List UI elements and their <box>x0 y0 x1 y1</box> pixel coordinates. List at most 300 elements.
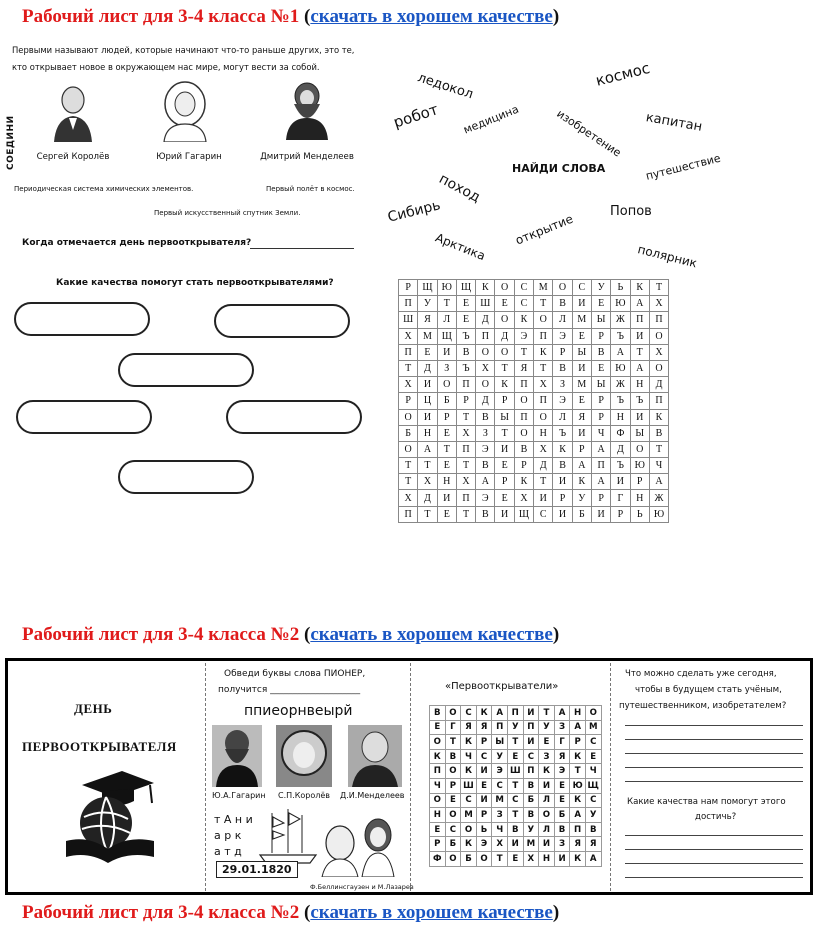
grid-cell[interactable]: Ж <box>611 377 630 393</box>
grid-cell[interactable]: У <box>539 720 555 735</box>
grid-cell[interactable]: Т <box>437 441 456 457</box>
grid-cell[interactable]: Р <box>591 490 610 506</box>
grid-cell[interactable]: Т <box>570 764 586 779</box>
grid-cell[interactable]: П <box>534 328 553 344</box>
grid-cell[interactable]: Х <box>534 377 553 393</box>
grid-cell[interactable]: А <box>572 458 591 474</box>
grid-cell[interactable]: Р <box>553 490 572 506</box>
grid-cell[interactable]: У <box>585 808 601 823</box>
grid-cell[interactable]: О <box>534 409 553 425</box>
grid-cell[interactable]: О <box>495 312 514 328</box>
grid-cell[interactable]: С <box>461 706 477 721</box>
grid-cell[interactable]: Р <box>495 474 514 490</box>
grid-cell[interactable]: К <box>630 280 649 296</box>
grid-cell[interactable]: К <box>514 312 533 328</box>
grid-cell[interactable]: П <box>456 377 475 393</box>
answer-line[interactable] <box>625 725 803 726</box>
grid-cell[interactable]: П <box>399 506 418 522</box>
grid-cell[interactable]: Т <box>456 458 475 474</box>
grid-cell[interactable]: Ч <box>591 425 610 441</box>
grid-cell[interactable]: П <box>514 409 533 425</box>
grid-cell[interactable]: Д <box>476 312 495 328</box>
grid-cell[interactable]: Е <box>495 296 514 312</box>
grid-cell[interactable]: И <box>611 474 630 490</box>
grid-cell[interactable]: О <box>585 706 601 721</box>
grid-cell[interactable]: Р <box>591 409 610 425</box>
grid-cell[interactable]: П <box>456 490 475 506</box>
grid-cell[interactable]: П <box>570 822 586 837</box>
grid-cell[interactable]: Т <box>492 851 508 866</box>
grid-cell[interactable]: Е <box>430 720 446 735</box>
grid-cell[interactable]: К <box>539 764 555 779</box>
grid-cell[interactable]: Т <box>437 296 456 312</box>
grid-cell[interactable]: М <box>418 328 437 344</box>
grid-cell[interactable]: В <box>554 822 570 837</box>
grid-cell[interactable]: Р <box>591 393 610 409</box>
grid-cell[interactable]: Р <box>399 393 418 409</box>
grid-cell[interactable]: Т <box>649 441 668 457</box>
grid-cell[interactable]: И <box>418 377 437 393</box>
grid-cell[interactable]: С <box>492 778 508 793</box>
grid-cell[interactable]: У <box>523 822 539 837</box>
grid-cell[interactable]: Х <box>649 344 668 360</box>
grid-cell[interactable]: К <box>461 764 477 779</box>
grid-cell[interactable]: О <box>445 808 461 823</box>
grid-cell[interactable]: И <box>572 296 591 312</box>
answer-oval[interactable] <box>214 304 350 338</box>
grid-cell[interactable]: В <box>553 458 572 474</box>
grid-cell[interactable]: Ы <box>572 344 591 360</box>
grid-cell[interactable]: У <box>572 490 591 506</box>
grid-cell[interactable]: С <box>585 793 601 808</box>
grid-cell[interactable]: К <box>430 749 446 764</box>
grid-cell[interactable]: Н <box>418 425 437 441</box>
grid-cell[interactable]: Б <box>572 506 591 522</box>
grid-cell[interactable]: Б <box>554 808 570 823</box>
grid-cell[interactable]: И <box>630 328 649 344</box>
grid-cell[interactable]: Т <box>399 474 418 490</box>
grid-cell[interactable]: К <box>461 735 477 750</box>
grid-cell[interactable]: Т <box>507 735 523 750</box>
grid-cell[interactable]: Т <box>456 409 475 425</box>
grid-cell[interactable]: Р <box>591 328 610 344</box>
grid-cell[interactable]: Н <box>630 377 649 393</box>
grid-cell[interactable]: А <box>492 706 508 721</box>
grid-cell[interactable]: О <box>476 851 492 866</box>
grid-cell[interactable]: И <box>553 506 572 522</box>
grid-cell[interactable]: Х <box>514 490 533 506</box>
grid-cell[interactable]: Ы <box>591 312 610 328</box>
grid-cell[interactable]: Т <box>539 706 555 721</box>
grid-cell[interactable]: С <box>585 735 601 750</box>
grid-cell[interactable]: О <box>430 793 446 808</box>
grid-cell[interactable]: Р <box>399 280 418 296</box>
grid-cell[interactable]: С <box>476 749 492 764</box>
grid-cell[interactable]: А <box>476 474 495 490</box>
grid-cell[interactable]: В <box>514 441 533 457</box>
grid-cell[interactable]: Я <box>461 720 477 735</box>
grid-cell[interactable]: Ч <box>649 458 668 474</box>
grid-cell[interactable]: Т <box>399 458 418 474</box>
grid-cell[interactable]: З <box>539 749 555 764</box>
grid-cell[interactable]: Р <box>476 808 492 823</box>
grid-cell[interactable]: К <box>514 474 533 490</box>
grid-cell[interactable]: Э <box>492 764 508 779</box>
grid-cell[interactable]: П <box>591 458 610 474</box>
grid-cell[interactable]: П <box>476 328 495 344</box>
grid-cell[interactable]: Д <box>418 360 437 376</box>
grid-cell[interactable]: Ч <box>430 778 446 793</box>
grid-cell[interactable]: К <box>476 706 492 721</box>
grid-cell[interactable]: И <box>418 409 437 425</box>
grid-cell[interactable]: Н <box>534 425 553 441</box>
grid-cell[interactable]: Х <box>399 328 418 344</box>
grid-cell[interactable]: О <box>445 851 461 866</box>
grid-cell[interactable]: О <box>430 735 446 750</box>
grid-cell[interactable]: Т <box>507 808 523 823</box>
grid-cell[interactable]: Ч <box>492 822 508 837</box>
grid-cell[interactable]: И <box>539 778 555 793</box>
grid-cell[interactable]: И <box>630 409 649 425</box>
grid-cell[interactable]: В <box>476 458 495 474</box>
grid-cell[interactable]: У <box>591 280 610 296</box>
grid-cell[interactable]: Ъ <box>611 458 630 474</box>
grid-cell[interactable]: К <box>649 409 668 425</box>
answer-oval[interactable] <box>14 302 150 336</box>
grid-cell[interactable]: Я <box>570 837 586 852</box>
grid-cell[interactable]: В <box>445 749 461 764</box>
grid-cell[interactable]: Ч <box>461 749 477 764</box>
grid-cell[interactable]: А <box>570 720 586 735</box>
grid-cell[interactable]: С <box>507 793 523 808</box>
grid-cell[interactable]: Х <box>418 474 437 490</box>
grid-cell[interactable]: Х <box>456 474 475 490</box>
grid-cell[interactable]: П <box>399 344 418 360</box>
grid-cell[interactable]: Э <box>476 837 492 852</box>
answer-line[interactable] <box>625 753 803 754</box>
grid-cell[interactable]: Д <box>649 377 668 393</box>
grid-cell[interactable]: Щ <box>456 280 475 296</box>
grid-cell[interactable]: О <box>553 280 572 296</box>
grid-cell[interactable]: И <box>534 490 553 506</box>
grid-cell[interactable]: Т <box>418 458 437 474</box>
grid-cell[interactable]: П <box>456 441 475 457</box>
grid-cell[interactable]: Щ <box>437 328 456 344</box>
grid-cell[interactable]: М <box>585 720 601 735</box>
grid-cell[interactable]: С <box>514 296 533 312</box>
grid-cell[interactable]: Е <box>456 312 475 328</box>
grid-cell[interactable]: Е <box>495 490 514 506</box>
grid-cell[interactable]: В <box>523 778 539 793</box>
grid-cell[interactable]: В <box>591 344 610 360</box>
grid-cell[interactable]: Е <box>437 425 456 441</box>
grid-cell[interactable]: И <box>523 706 539 721</box>
grid-cell[interactable]: Е <box>572 328 591 344</box>
grid-cell[interactable]: О <box>495 280 514 296</box>
grid-cell[interactable]: Х <box>523 851 539 866</box>
grid-cell[interactable]: М <box>534 280 553 296</box>
grid-cell[interactable]: Ц <box>418 393 437 409</box>
answer-line[interactable] <box>625 739 803 740</box>
grid-cell[interactable]: О <box>476 377 495 393</box>
grid-cell[interactable]: Е <box>495 458 514 474</box>
grid-cell[interactable]: А <box>611 344 630 360</box>
grid-cell[interactable]: Щ <box>585 778 601 793</box>
grid-cell[interactable]: Е <box>437 506 456 522</box>
word-search-grid[interactable] <box>398 279 669 523</box>
answer-line[interactable] <box>625 781 803 782</box>
grid-cell[interactable]: Е <box>437 458 456 474</box>
grid-cell[interactable]: М <box>461 808 477 823</box>
grid-cell[interactable]: Т <box>630 344 649 360</box>
grid-cell[interactable]: Х <box>399 377 418 393</box>
grid-cell[interactable]: Г <box>445 720 461 735</box>
grid-cell[interactable]: О <box>461 822 477 837</box>
grid-cell[interactable]: О <box>445 706 461 721</box>
grid-cell[interactable]: Ю <box>611 296 630 312</box>
grid-cell[interactable]: Е <box>456 296 475 312</box>
grid-cell[interactable]: Х <box>399 490 418 506</box>
grid-cell[interactable]: И <box>572 360 591 376</box>
grid-cell[interactable]: О <box>534 312 553 328</box>
grid-cell[interactable]: Ы <box>591 377 610 393</box>
grid-cell[interactable]: Я <box>476 720 492 735</box>
grid-cell[interactable]: Щ <box>418 280 437 296</box>
grid-cell[interactable]: И <box>495 506 514 522</box>
grid-cell[interactable]: З <box>553 377 572 393</box>
grid-cell[interactable]: Е <box>539 735 555 750</box>
grid-cell[interactable]: И <box>476 793 492 808</box>
grid-cell[interactable]: Э <box>553 393 572 409</box>
grid-cell[interactable]: П <box>514 377 533 393</box>
grid-cell[interactable]: И <box>437 344 456 360</box>
grid-cell[interactable]: О <box>399 441 418 457</box>
grid-cell[interactable]: Ш <box>399 312 418 328</box>
grid-cell[interactable]: В <box>523 808 539 823</box>
grid-cell[interactable]: С <box>534 506 553 522</box>
grid-cell[interactable]: Н <box>630 490 649 506</box>
grid-cell[interactable]: Н <box>611 409 630 425</box>
grid-cell[interactable]: И <box>476 764 492 779</box>
grid-cell[interactable]: К <box>461 837 477 852</box>
grid-cell[interactable]: П <box>523 764 539 779</box>
grid-cell[interactable]: Н <box>570 706 586 721</box>
grid-cell[interactable]: О <box>514 393 533 409</box>
grid-cell[interactable]: О <box>649 360 668 376</box>
grid-cell[interactable]: Р <box>553 344 572 360</box>
grid-cell[interactable]: Л <box>539 822 555 837</box>
grid-cell[interactable]: Ш <box>476 296 495 312</box>
grid-cell[interactable]: С <box>514 280 533 296</box>
grid-cell[interactable]: Р <box>572 441 591 457</box>
grid-cell[interactable]: Т <box>507 778 523 793</box>
grid-cell[interactable]: О <box>495 344 514 360</box>
grid-cell[interactable]: Р <box>514 458 533 474</box>
grid-cell[interactable]: О <box>514 425 533 441</box>
grid-cell[interactable]: Д <box>611 441 630 457</box>
grid-cell[interactable]: В <box>476 506 495 522</box>
grid-cell[interactable]: Л <box>553 409 572 425</box>
grid-cell[interactable]: Ю <box>630 458 649 474</box>
grid-cell[interactable]: А <box>630 296 649 312</box>
grid-cell[interactable]: К <box>570 749 586 764</box>
grid-cell[interactable]: Т <box>514 344 533 360</box>
grid-cell[interactable]: З <box>492 808 508 823</box>
grid-cell[interactable]: Н <box>430 808 446 823</box>
grid-cell[interactable]: Д <box>476 393 495 409</box>
grid-cell[interactable]: Е <box>418 344 437 360</box>
grid-cell[interactable]: Ъ <box>456 328 475 344</box>
grid-cell[interactable]: З <box>476 425 495 441</box>
grid-cell[interactable]: Р <box>437 409 456 425</box>
grid-cell[interactable]: О <box>476 344 495 360</box>
grid-cell[interactable]: Ы <box>630 425 649 441</box>
grid-cell[interactable]: Ш <box>507 764 523 779</box>
grid-cell[interactable]: В <box>649 425 668 441</box>
grid-cell[interactable]: Р <box>630 474 649 490</box>
grid-cell[interactable]: Я <box>554 749 570 764</box>
grid-cell[interactable]: Ф <box>430 851 446 866</box>
grid-cell[interactable]: П <box>534 393 553 409</box>
grid-cell[interactable]: Ф <box>611 425 630 441</box>
grid-cell[interactable]: Л <box>553 312 572 328</box>
grid-cell[interactable]: П <box>649 393 668 409</box>
grid-cell[interactable]: К <box>572 474 591 490</box>
grid-cell[interactable]: Я <box>585 837 601 852</box>
grid-cell[interactable]: А <box>554 706 570 721</box>
grid-cell[interactable]: П <box>630 312 649 328</box>
grid-cell[interactable]: Ъ <box>611 328 630 344</box>
grid-cell[interactable]: И <box>554 851 570 866</box>
grid-cell[interactable]: Ы <box>495 409 514 425</box>
grid-cell[interactable]: А <box>418 441 437 457</box>
grid-cell[interactable]: П <box>649 312 668 328</box>
grid-cell[interactable]: Б <box>445 837 461 852</box>
grid-cell[interactable]: К <box>570 851 586 866</box>
grid-cell[interactable]: А <box>630 360 649 376</box>
answer-line[interactable] <box>625 767 803 768</box>
grid-cell[interactable]: В <box>507 822 523 837</box>
grid-cell[interactable]: Ю <box>649 506 668 522</box>
answer-oval[interactable] <box>118 353 254 387</box>
answer-oval[interactable] <box>226 400 362 434</box>
grid-cell[interactable]: З <box>437 360 456 376</box>
grid-cell[interactable]: М <box>523 837 539 852</box>
answer-line[interactable] <box>625 835 803 836</box>
answer-line[interactable] <box>625 863 803 864</box>
grid-cell[interactable]: С <box>461 793 477 808</box>
grid-cell[interactable]: Х <box>534 441 553 457</box>
grid-cell[interactable]: П <box>492 720 508 735</box>
grid-cell[interactable]: Е <box>591 360 610 376</box>
grid-cell[interactable]: Я <box>418 312 437 328</box>
grid-cell[interactable]: Б <box>437 393 456 409</box>
grid-cell[interactable]: Я <box>514 360 533 376</box>
grid-cell[interactable]: Т <box>534 360 553 376</box>
answer-line[interactable] <box>625 849 803 850</box>
grid-cell[interactable]: Б <box>523 793 539 808</box>
grid-cell[interactable]: П <box>523 720 539 735</box>
grid-cell[interactable]: Т <box>534 296 553 312</box>
grid-cell[interactable]: Р <box>611 506 630 522</box>
grid-cell[interactable]: Х <box>476 360 495 376</box>
grid-cell[interactable]: О <box>539 808 555 823</box>
grid-cell[interactable]: А <box>570 808 586 823</box>
grid-cell[interactable]: И <box>539 837 555 852</box>
grid-cell[interactable]: Ю <box>611 360 630 376</box>
answer-oval[interactable] <box>16 400 152 434</box>
grid-cell[interactable]: Ы <box>492 735 508 750</box>
grid-cell[interactable]: И <box>591 506 610 522</box>
grid-cell[interactable]: Р <box>495 393 514 409</box>
grid-cell[interactable]: Л <box>437 312 456 328</box>
grid-cell[interactable]: К <box>534 344 553 360</box>
grid-cell[interactable]: К <box>476 280 495 296</box>
grid-cell[interactable]: С <box>572 280 591 296</box>
grid-cell[interactable]: П <box>430 764 446 779</box>
grid-cell[interactable]: Х <box>456 425 475 441</box>
grid-cell[interactable]: Ъ <box>611 393 630 409</box>
grid-cell[interactable]: Е <box>554 778 570 793</box>
download-link-1[interactable]: скачать в хорошем качестве <box>310 6 553 27</box>
grid-cell[interactable]: Е <box>476 778 492 793</box>
grid-cell[interactable]: Д <box>534 458 553 474</box>
grid-cell[interactable]: Д <box>495 328 514 344</box>
grid-cell[interactable]: Г <box>611 490 630 506</box>
grid-cell[interactable]: Е <box>572 393 591 409</box>
download-link-2[interactable]: скачать в хорошем качестве <box>310 624 553 645</box>
grid-cell[interactable]: Х <box>492 837 508 852</box>
grid-cell[interactable]: У <box>507 720 523 735</box>
grid-cell[interactable]: Р <box>570 735 586 750</box>
grid-cell[interactable]: Б <box>461 851 477 866</box>
grid-cell[interactable]: Ю <box>437 280 456 296</box>
grid-cell[interactable]: Р <box>476 735 492 750</box>
grid-cell[interactable]: Ъ <box>456 360 475 376</box>
grid-cell[interactable]: А <box>649 474 668 490</box>
grid-cell[interactable]: В <box>553 296 572 312</box>
grid-cell[interactable]: О <box>445 764 461 779</box>
grid-cell[interactable]: Щ <box>514 506 533 522</box>
answer-line[interactable] <box>250 248 354 249</box>
grid-cell[interactable]: Р <box>430 837 446 852</box>
grid-cell[interactable]: Т <box>456 506 475 522</box>
grid-cell[interactable]: Т <box>445 735 461 750</box>
grid-cell[interactable]: В <box>430 706 446 721</box>
grid-cell[interactable]: Ч <box>585 764 601 779</box>
grid-cell[interactable]: Е <box>507 851 523 866</box>
grid-cell[interactable]: К <box>495 377 514 393</box>
grid-cell[interactable]: Ж <box>649 490 668 506</box>
grid-cell[interactable]: А <box>585 851 601 866</box>
grid-cell[interactable]: Н <box>437 474 456 490</box>
grid-cell[interactable]: Е <box>591 296 610 312</box>
grid-cell[interactable]: Ю <box>570 778 586 793</box>
grid-cell[interactable]: И <box>553 474 572 490</box>
grid-cell[interactable]: В <box>553 360 572 376</box>
grid-cell[interactable]: Х <box>649 296 668 312</box>
grid-cell[interactable]: Э <box>514 328 533 344</box>
grid-cell[interactable]: Б <box>399 425 418 441</box>
grid-cell[interactable]: Е <box>507 749 523 764</box>
grid-cell[interactable]: Т <box>649 280 668 296</box>
grid-cell[interactable]: М <box>492 793 508 808</box>
grid-cell[interactable]: И <box>507 837 523 852</box>
grid-cell[interactable]: В <box>456 344 475 360</box>
grid-cell[interactable]: Е <box>445 793 461 808</box>
grid-cell[interactable]: Ь <box>476 822 492 837</box>
grid-cell[interactable]: О <box>649 328 668 344</box>
